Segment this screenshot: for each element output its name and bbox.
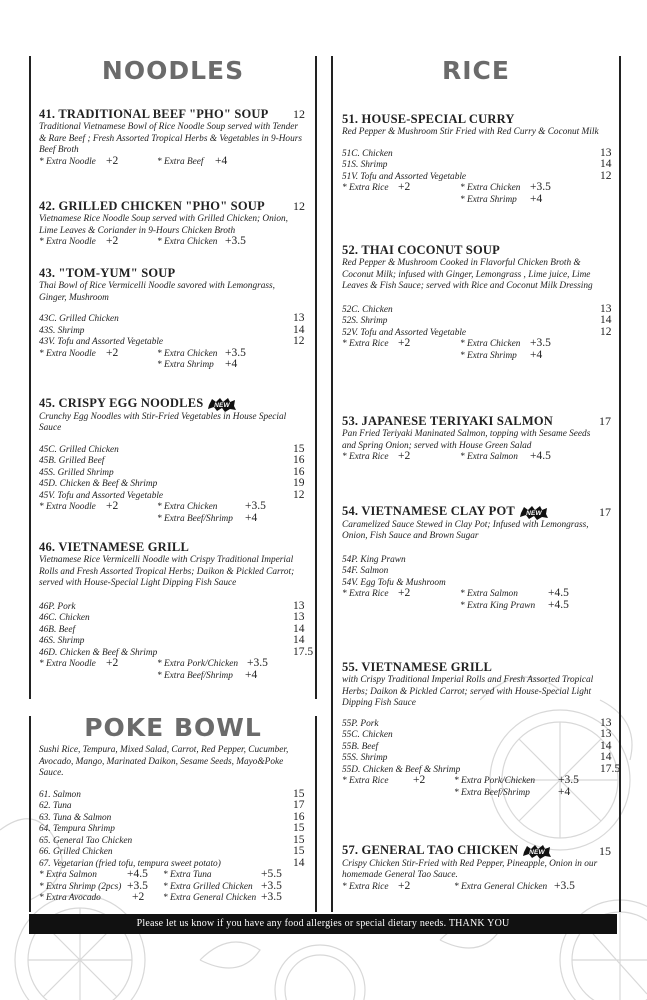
option-price: 19	[293, 477, 305, 490]
option-price: 13	[293, 599, 305, 612]
extra-price: +4.5	[548, 598, 569, 611]
extra-label: * Extra Noodle	[39, 502, 96, 513]
item-name	[39, 396, 309, 412]
extra-label: * Extra Chicken	[157, 237, 218, 247]
menu-item-54	[342, 504, 617, 612]
desc-line: Beef Broth	[39, 145, 79, 155]
item-price: 17	[599, 414, 611, 428]
extra-price: +4	[215, 154, 228, 167]
option-label: 52S. Shrimp	[342, 316, 388, 326]
option-row	[39, 824, 309, 836]
item-name: 52. THAI COCONUT SOUP	[342, 243, 500, 257]
extras-row	[39, 511, 309, 526]
option-row	[39, 488, 309, 503]
option-label: 46C. Chicken	[39, 613, 90, 623]
extras-row	[342, 776, 617, 788]
item-description	[342, 520, 617, 543]
item-name-text: 57. GENERAL TAO CHICKEN	[342, 843, 519, 857]
extras-row	[39, 154, 309, 169]
menu-item-41	[39, 107, 309, 168]
extra-label: * Extra Pork/Chicken	[454, 776, 536, 786]
extras-row	[39, 893, 309, 905]
option-price: 13	[600, 146, 612, 159]
option-price: 14	[600, 751, 612, 763]
option-price: 15	[293, 845, 305, 857]
option-label: 46S. Shrimp	[39, 636, 85, 646]
noodles-title: NOODLES	[101, 56, 245, 85]
extra-label: * Extra Rice	[342, 776, 389, 786]
extra-label: * Extra Avocado	[39, 893, 101, 903]
extra-price: +3.5	[225, 235, 246, 247]
option-row	[39, 810, 309, 825]
option-label: 54F. Salmon	[342, 566, 389, 577]
desc-line: Dipping Fish Sauce	[342, 698, 416, 708]
extra-price: +4.5	[548, 587, 569, 600]
item-name: 43. "TOM-YUM" SOUP	[39, 266, 176, 280]
option-label: 45S. Grilled Shrimp	[39, 467, 114, 478]
extra-price: +3.5	[530, 337, 551, 349]
rice-title: RICE	[442, 56, 510, 85]
extra-price: +4	[225, 358, 238, 370]
option-label: 45C. Grilled Chicken	[39, 444, 119, 455]
option-row	[342, 566, 617, 578]
option-label: 55P. Pork	[342, 718, 379, 729]
option-label: 55S. Shrimp	[342, 753, 388, 763]
desc-line: Sushi Rice, Tempura, Mixed Salad, Carrot, Red Pepper, Cucumber,	[39, 745, 289, 755]
option-label: 61. Salmon	[39, 789, 81, 800]
desc-line: Crunchy Egg Noodles with Stir-Fried Vegetables in House Special Sauce	[39, 411, 287, 434]
desc-line: Herbs; Daikon & Pickled Carrot; served with House-Special Light	[342, 686, 592, 697]
item-description	[39, 122, 309, 157]
extra-price: +4	[530, 348, 543, 361]
desc-line: Traditional Vietnamese Bowl of Rice Noodle Soup served with Tender	[39, 122, 299, 132]
option-price: 15	[293, 442, 305, 455]
extra-label: * Extra Rice	[342, 881, 389, 892]
option-label: 55D. Chicken & Beef & Shrimp	[342, 764, 461, 775]
extra-price: +3.5	[261, 879, 282, 892]
extras-row	[39, 360, 309, 372]
option-price: 12	[293, 488, 305, 501]
item-description	[342, 859, 617, 882]
extra-label: * Extra Salmon	[460, 452, 518, 462]
extra-label: * Extra Salmon	[39, 870, 97, 880]
item-description	[39, 555, 309, 590]
extra-label: * Extra Tuna	[163, 870, 212, 880]
new-badge-icon	[207, 397, 237, 412]
option-label: 66. Grilled Chicken	[39, 847, 113, 857]
extra-price: +3.5	[245, 500, 266, 513]
extra-price: +4	[245, 668, 258, 681]
option-row	[342, 169, 617, 184]
option-label: 51C. Chicken	[342, 148, 393, 159]
option-row	[342, 146, 617, 161]
option-price: 14	[293, 856, 305, 869]
menu-item-57	[342, 843, 617, 893]
extra-price: +2	[398, 337, 411, 349]
option-price: 14	[600, 314, 612, 326]
option-row	[342, 739, 617, 754]
extras-row	[39, 659, 309, 671]
option-label: 46D. Chicken & Beef & Shrimp	[39, 647, 158, 658]
desc-line: Leaves & Fish Sauce; served with Rice and Coconut Milk Dressing	[342, 281, 593, 291]
extras-row	[39, 502, 309, 514]
option-price: 14	[293, 323, 305, 336]
option-price: 15	[293, 822, 305, 834]
extra-label: * Extra Noodle	[39, 659, 96, 669]
option-row	[342, 578, 617, 590]
desc-line: served with House-Special Light Dipping Fish Sauce	[39, 578, 237, 588]
option-price: 17.5	[600, 762, 621, 775]
option-row	[342, 302, 617, 317]
option-price: 13	[600, 716, 612, 729]
option-price: 14	[600, 158, 612, 170]
extra-price: +2	[106, 346, 119, 359]
extras-row	[342, 785, 617, 800]
item-price: 12	[293, 107, 305, 121]
item-description	[39, 214, 309, 237]
extra-price: +3.5	[225, 346, 246, 359]
extra-label: * Extra Beef/Shrimp	[157, 513, 233, 524]
option-label: 54P. King Prawn	[342, 554, 406, 565]
item-name: 46. VIETNAMESE GRILL	[39, 540, 189, 554]
option-row	[39, 613, 309, 625]
option-row	[342, 730, 617, 742]
option-row	[342, 555, 617, 567]
desc-line: Thai Bowl of Rice Vermicelli Noodle savored with Lemongrass,	[39, 281, 275, 291]
extras-row	[342, 879, 617, 894]
desc-line: Caramelized Sauce Stewed in Clay Pot; Infused with Lemongrass,	[342, 519, 589, 530]
option-label: 67. Vegetarian (fried tofu, tempura sweet potato)	[39, 858, 221, 869]
item-description	[39, 412, 309, 435]
item-name: 53. JAPANESE TERIYAKI SALMON	[342, 414, 553, 428]
extra-label: * Extra Beef	[157, 156, 204, 167]
extra-label: * Extra Noodle	[39, 348, 96, 359]
item-name-text: 54. VIETNAMESE CLAY POT	[342, 504, 515, 518]
extra-label: * Extra Chicken	[157, 348, 218, 359]
noodles-panel	[29, 56, 317, 699]
extra-label: * Extra Rice	[342, 183, 389, 193]
menu-item-51	[342, 112, 617, 206]
desc-line: & Rare Beef ; Fresh Assorted Tropical Herbs & Vegetables in 9-Hours	[39, 133, 302, 144]
option-price: 13	[600, 728, 612, 740]
extra-price: +3.5	[247, 657, 268, 669]
rice-panel	[331, 56, 621, 912]
item-price: 15	[599, 844, 611, 858]
extras-row	[342, 452, 617, 464]
extras-row	[342, 183, 617, 195]
option-price: 12	[293, 335, 305, 347]
extra-label: * Extra Chicken	[460, 339, 521, 349]
option-row	[342, 753, 617, 765]
extra-price: +2	[398, 450, 411, 462]
desc-line: with Crispy Traditional Imperial Rolls and Fresh Assorted Tropical	[342, 675, 594, 685]
option-row	[39, 847, 309, 859]
option-label: 46B. Beef	[39, 624, 76, 635]
extras-row	[342, 192, 617, 207]
item-price: 12	[293, 199, 305, 213]
option-row	[39, 833, 309, 848]
extra-price: +3.5	[530, 181, 551, 193]
option-label: 45V. Tofu and Assorted Vegetable	[39, 490, 164, 501]
option-label: 46P. Pork	[39, 601, 76, 612]
desc-line: Rolls and Fresh Assorted Tropical Herbs; Daikon & Pickled Carrot;	[39, 566, 295, 577]
desc-line: and Spring Onion; served with House Green Salad	[342, 440, 532, 451]
option-label: 43V. Tofu and Assorted Vegetable	[39, 337, 164, 347]
option-price: 14	[293, 622, 305, 635]
option-label: 55C. Chicken	[342, 730, 393, 740]
option-label: 62. Tuna	[39, 801, 72, 811]
extra-label: * Extra Salmon	[460, 589, 518, 600]
option-price: 16	[293, 454, 305, 467]
extra-price: +4.5	[530, 450, 551, 462]
option-price: 15	[293, 833, 305, 846]
extra-price: +2	[398, 587, 411, 600]
extra-label: * Extra Shrimp (2pcs)	[39, 881, 122, 892]
extra-price: +4	[530, 192, 543, 205]
extra-label: * Extra Rice	[342, 452, 389, 462]
option-price: 13	[293, 312, 305, 324]
extra-label: * Extra Chicken	[157, 502, 218, 513]
desc-line: Red Pepper & Mushroom Stir Fried with Red Curry & Coconut Milk	[342, 127, 599, 137]
extra-price: +2	[106, 235, 119, 247]
extras-row	[39, 346, 309, 361]
extra-label: * Extra Beef/Shrimp	[454, 787, 530, 798]
desc-line: Pan Fried Teriyaki Maninated Salmon, topping with Sesame Seeds	[342, 429, 591, 439]
option-label: 51V. Tofu and Assorted Vegetable	[342, 171, 467, 182]
new-badge-icon	[519, 505, 549, 520]
desc-line: Avocado, Mango, Marinated Daikon, Sesame Seeds, Mayo&Poke Sauce.	[39, 756, 284, 778]
option-row	[39, 801, 309, 813]
menu-item-42	[39, 199, 309, 249]
option-row	[39, 465, 309, 480]
menu-item-52	[342, 243, 617, 362]
poke-bowl-title: POKE BOWL	[84, 713, 262, 742]
option-price: 15	[293, 787, 305, 800]
desc-line: Red Pepper & Mushroom Cooked in Flavorful Chicken Broth &	[342, 258, 581, 268]
badge-text: NEW	[529, 848, 546, 856]
option-label: 64. Tempura Shrimp	[39, 824, 115, 834]
option-price: 14	[600, 739, 612, 752]
poke-description	[39, 745, 309, 780]
item-name: 55. VIETNAMESE GRILL	[342, 660, 492, 674]
extra-label: * Extra Noodle	[39, 156, 96, 167]
option-label: 43C. Grilled Chicken	[39, 314, 119, 324]
extra-label: * Extra Grilled Chicken	[163, 881, 253, 892]
desc-line: Ginger, Mushroom	[39, 292, 109, 303]
extras-row	[342, 339, 617, 351]
extra-label: * Extra Shrimp	[460, 194, 517, 205]
extra-price: +2	[106, 657, 119, 669]
extra-price: +2	[106, 154, 119, 167]
option-row	[39, 337, 309, 349]
option-row	[39, 456, 309, 468]
option-label: 45D. Chicken & Beef & Shrimp	[39, 479, 158, 490]
item-name: 51. HOUSE-SPECIAL CURRY	[342, 112, 515, 126]
desc-line: Vietnamese Rice Noodle Soup served with Grilled Chicken; Onion,	[39, 214, 288, 224]
extras-row	[342, 348, 617, 363]
extra-price: +5.5	[261, 868, 282, 880]
option-price: 13	[600, 302, 612, 315]
item-description	[342, 127, 617, 139]
extra-price: +3.5	[261, 891, 282, 903]
option-price: 16	[293, 465, 305, 478]
option-row	[39, 787, 309, 802]
desc-line: Lime Leaves & Coriander in 9-Hours Chicken Broth	[39, 225, 236, 236]
option-row	[39, 442, 309, 457]
menu-item-53	[342, 414, 617, 464]
extra-label: * Extra Beef/Shrimp	[157, 670, 233, 681]
extra-price: +4	[558, 785, 571, 798]
option-price: 13	[293, 611, 305, 623]
option-row	[39, 479, 309, 491]
extra-price: +4.5	[127, 868, 148, 880]
extra-label: * Extra Noodle	[39, 237, 96, 247]
menu-item-55	[342, 660, 621, 799]
extras-row	[39, 237, 309, 249]
option-row	[39, 314, 309, 326]
extra-price: +3.5	[558, 774, 579, 786]
option-row	[342, 325, 617, 340]
option-row	[39, 645, 314, 660]
option-row	[39, 622, 309, 637]
allergy-notice-footer: Please let us know if you have any food allergies or special dietary needs. THANK YOU	[29, 914, 617, 934]
option-label: 63. Tuna & Salmon	[39, 812, 112, 823]
extra-price: +2	[413, 774, 426, 786]
option-label: 55B. Beef	[342, 741, 379, 752]
option-row	[39, 636, 309, 648]
extra-label: * Extra General Chicken	[163, 893, 257, 903]
option-price: 16	[293, 810, 305, 823]
option-price: 17	[293, 799, 305, 811]
extra-label: * Extra Shrimp	[157, 360, 214, 370]
item-name: 42. GRILLED CHICKEN "PHO" SOUP	[39, 199, 265, 213]
desc-line: Coconut Milk; infused with Ginger, Lemongrass , Lime juice, Lime	[342, 269, 591, 280]
option-row	[342, 716, 617, 731]
desc-line: Vietnamese Rice Vermicelli Noodle with Crispy Traditional Imperial	[39, 555, 294, 565]
extra-price: +4	[245, 511, 258, 524]
item-description	[342, 675, 617, 710]
extras-row	[39, 668, 309, 683]
item-description	[39, 281, 309, 304]
extra-label: * Extra Rice	[342, 589, 389, 600]
option-label: 52V. Tofu and Assorted Vegetable	[342, 327, 467, 338]
extra-label: * Extra Shrimp	[460, 350, 517, 361]
desc-line: Onion, Fish Sauce and Brown Sugar	[342, 531, 479, 542]
poke-bowl-panel	[29, 713, 317, 912]
option-label: 45B. Grilled Beef	[39, 456, 105, 467]
extras-row	[342, 598, 617, 613]
option-price: 17.5	[293, 645, 314, 658]
extra-price: +2	[132, 891, 145, 903]
poke-bowl-content	[39, 745, 309, 905]
item-price: 17	[599, 505, 611, 519]
new-badge-icon	[522, 844, 552, 859]
item-name	[342, 504, 617, 520]
extra-label: * Extra King Prawn	[460, 600, 536, 611]
desc-line: Crispy Chicken Stir-Fried with Red Pepper, Pineapple, Onion in our	[342, 858, 598, 869]
option-price: 14	[293, 634, 305, 646]
extra-price: +2	[398, 879, 411, 892]
item-name: 41. TRADITIONAL BEEF "PHO" SOUP	[39, 107, 269, 121]
item-name-text: 45. CRISPY EGG NOODLES	[39, 396, 204, 410]
item-name	[342, 843, 617, 859]
item-description	[342, 429, 617, 452]
option-label: 52C. Chicken	[342, 304, 393, 315]
extra-price: +2	[106, 500, 119, 513]
badge-text: NEW	[214, 401, 231, 409]
option-label: 51S. Shrimp	[342, 160, 388, 170]
extra-label: * Extra Pork/Chicken	[157, 659, 239, 669]
extra-price: +3.5	[127, 879, 148, 892]
option-row	[39, 323, 309, 338]
extra-label: * Extra Chicken	[460, 183, 521, 193]
item-description	[342, 258, 617, 293]
menu-item-46	[39, 540, 314, 682]
extra-price: +2	[398, 181, 411, 193]
extra-label: * Extra Rice	[342, 339, 389, 349]
menu-item-43	[39, 266, 309, 372]
extra-price: +3.5	[554, 879, 575, 892]
option-label: 54V. Egg Tofu & Mushroom	[342, 577, 446, 588]
extras-row	[342, 589, 617, 601]
option-price: 12	[600, 325, 612, 338]
menu-item-45	[39, 396, 309, 525]
desc-line: homemade General Tao Sauce.	[342, 870, 458, 881]
option-row	[39, 599, 309, 614]
extra-label: * Extra General Chicken	[454, 881, 548, 892]
option-row	[342, 316, 617, 328]
option-price: 12	[600, 169, 612, 182]
option-row	[342, 160, 617, 172]
option-label: 65. General Tao Chicken	[39, 835, 133, 846]
badge-text: NEW	[526, 509, 542, 517]
option-label: 43S. Shrimp	[39, 325, 85, 336]
